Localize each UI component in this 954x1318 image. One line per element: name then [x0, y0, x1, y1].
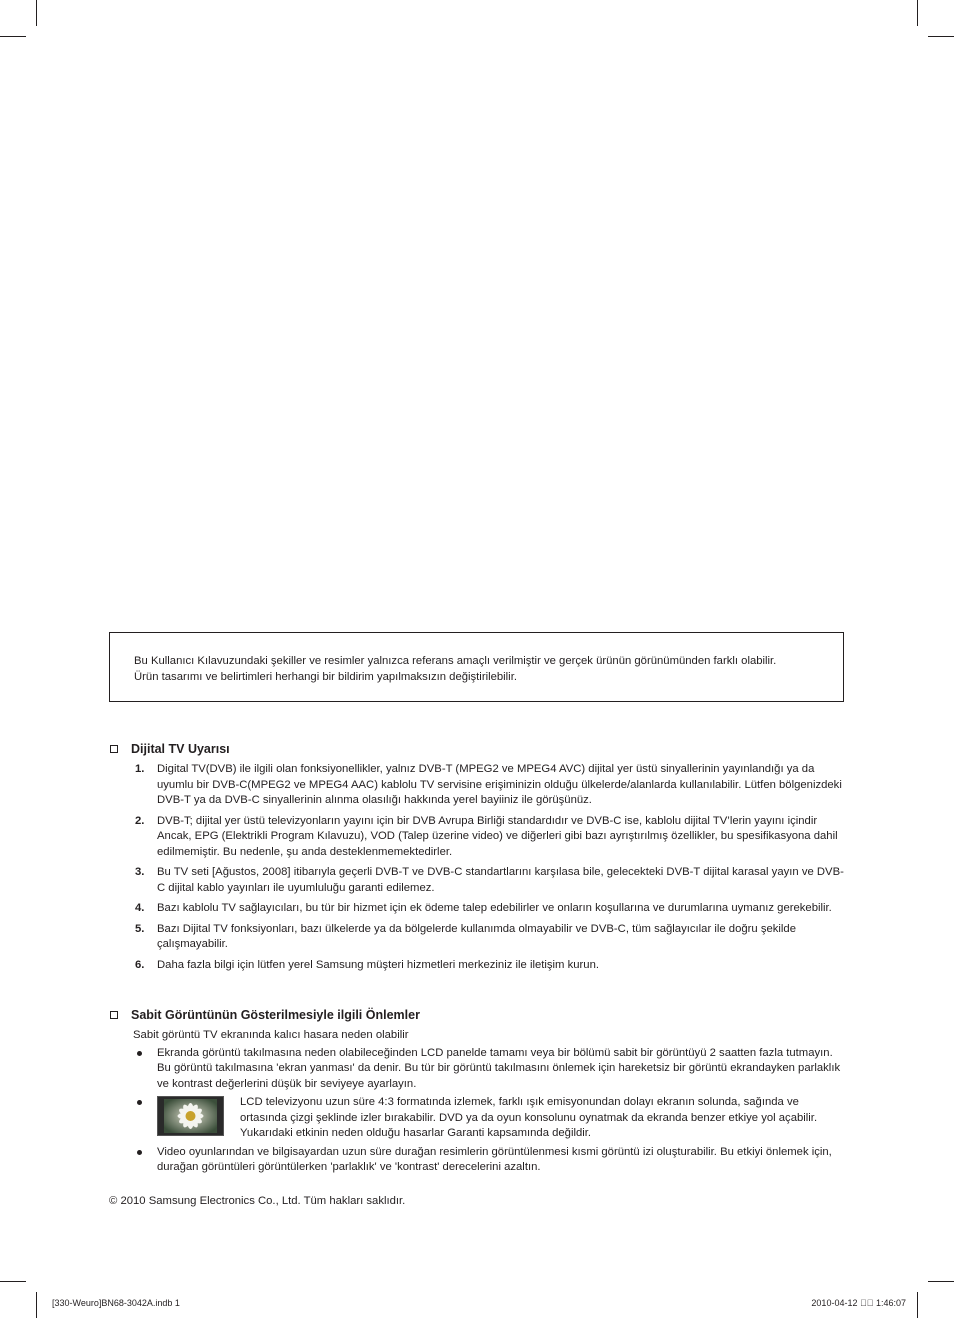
item-text: LCD televizyonu uzun süre 4:3 formatında izlemek, farklı ışık emisyonundan dolayı ekranın solunda, sağında ve ortasında çizgi şeklinde izler bırakabilir. DVD ya da oyun konsolunu oynatmak da ekranda benzer etkiye yol açabilir. Yukarıdaki etkinin neden olduğu hasarlar Garanti kapsamında değildir.	[240, 1096, 818, 1139]
bullet-icon	[137, 1150, 142, 1155]
item-number: 5.	[135, 922, 145, 935]
list-item	[109, 865, 844, 896]
item-text: Digital TV(DVB) ile ilgili olan fonksiyonellikler, yalnız DVB-T (MPEG2 ve MPEG4 AVC) dijital yer üstü sinyallerinin yayınlandığı ya da uyumlu bir DVB-C(MPEG2 ve MPEG4 AAC) kablolu TV servisine erişiminizin olduğu ülkelerde/alanlarda kullanılabilir. Lütfen bölgenizdeki DVB-T ya da DVB-C sinyallerinin alınma olasılığı hakkında yerel bayiiniz ile görüşünüz.	[157, 763, 842, 806]
list-item	[109, 958, 844, 974]
item-text: DVB-T; dijital yer üstü televizyonların yayını için bir DVB Avrupa Birliği standardıdır ve DVB-C ise, kablolu dijital TV’lerin yayını içindir Ancak, EPG (Elektrikli Program Kılavuzu), VOD (Talep üzerine video) ve diğerleri gibi bazı ayrıştırılmış özellikler, bu spesifikasyona dahil edilmemiştir. Bu nedenle, şu anda desteklenmemektedirler.	[157, 814, 838, 858]
crop-mark	[917, 0, 918, 26]
copyright-text: © 2010 Samsung Electronics Co., Ltd. Tüm hakları saklıdır.	[109, 1195, 406, 1207]
list-item	[109, 1046, 844, 1093]
section-heading	[109, 1007, 844, 1023]
flower-illustration	[158, 1097, 223, 1135]
list-item	[109, 901, 844, 917]
crop-mark	[36, 0, 37, 26]
item-text: Daha fazla bilgi için lütfen yerel Samsung müşteri hizmetleri merkeziniz ile iletişim kurun.	[157, 958, 600, 971]
bullet-icon	[137, 1100, 142, 1105]
footer-timestamp: 2010-04-12 ￿￿ 1:46:07	[811, 1298, 906, 1308]
item-text: Ekranda görüntü takılmasına neden olabileceğinden LCD panelde tamamı veya bir bölümü sabit bir görüntüyü 2 saatten fazla tutmayın. Bu görüntü takılmasına 'ekran yanması' da denir. Bu tür bir görüntü takılmasını önlemek için hareketsiz bir görüntü ekrandayken parlaklık ve kontrast değerlerini düşük bir seviyeye ayarlayın.	[157, 1046, 841, 1090]
crop-mark	[928, 36, 954, 37]
tv-screen-flower-image	[157, 1096, 224, 1136]
crop-mark	[917, 1292, 918, 1318]
digital-tv-section	[109, 741, 844, 978]
checkbox-square-icon	[110, 1011, 118, 1019]
crop-mark	[36, 1292, 37, 1318]
item-text: Bu TV seti [Ağustos, 2008] itibarıyla geçerli DVB-T ve DVB-C standartlarını karşılasa bile, gelecekteki DVB-T dijital karasal yayın ve DVB-C dijital kablo yayınları ile uyumluluğu garanti edilemez.	[157, 866, 844, 894]
list-item	[109, 1095, 844, 1142]
notice-box	[109, 632, 844, 702]
bullet-list	[109, 1046, 844, 1176]
crop-mark	[0, 1281, 26, 1282]
list-item	[109, 922, 844, 953]
still-image-section	[109, 1007, 844, 1179]
footer-file-name: [330-Weuro]BN68-3042A.indb 1	[52, 1298, 180, 1308]
list-item	[109, 1145, 844, 1176]
numbered-list	[109, 762, 844, 973]
section-title: Sabit Görüntünün Gösterilmesiyle ilgili Önlemler	[131, 1008, 420, 1022]
bullet-icon	[137, 1051, 142, 1056]
item-text: Bazı kablolu TV sağlayıcıları, bu tür bir hizmet için ek ödeme talep edebilirler ve onların koşullarına ve durumlarına uymanız gerekebilir.	[157, 902, 832, 914]
item-number: 2.	[135, 814, 145, 827]
crop-mark	[928, 1281, 954, 1282]
checkbox-square-icon	[110, 745, 118, 753]
section-heading	[109, 741, 844, 757]
item-text: Video oyunlarından ve bilgisayardan uzun süre durağan resimlerin görüntülenmesi kısmi görüntü izi oluşturabilir. Bu etkiyi önlemek için, durağan görüntüleri görüntülerken 'parlaklık' ve 'kontrast' derecelerini azaltın.	[157, 1145, 832, 1173]
item-number: 1.	[135, 763, 145, 775]
section-intro: Sabit görüntü TV ekranında kalıcı hasara neden olabilir	[133, 1029, 409, 1041]
notice-line: Ürün tasarımı ve belirtimleri herhangi bir bildirim yapılmaksızın değiştirilebilir.	[134, 671, 517, 683]
notice-line: Bu Kullanıcı Kılavuzundaki şekiller ve resimler yalnızca referans amaçlı verilmiştir ve gerçek ürünün görünümünden farklı olabilir.	[134, 655, 777, 667]
item-number: 6.	[135, 958, 145, 971]
section-title: Dijital TV Uyarısı	[131, 742, 230, 756]
list-item	[109, 814, 844, 861]
item-number: 3.	[135, 866, 145, 878]
crop-mark	[0, 36, 26, 37]
item-number: 4.	[135, 902, 145, 914]
list-item	[109, 762, 844, 809]
item-text: Bazı Dijital TV fonksiyonları, bazı ülkelerde ya da bölgelerde kullanımda olmayabilir ve DVB-C, tüm sağlayıcılar ile doğru şekilde çalışmayabilir.	[157, 922, 796, 950]
